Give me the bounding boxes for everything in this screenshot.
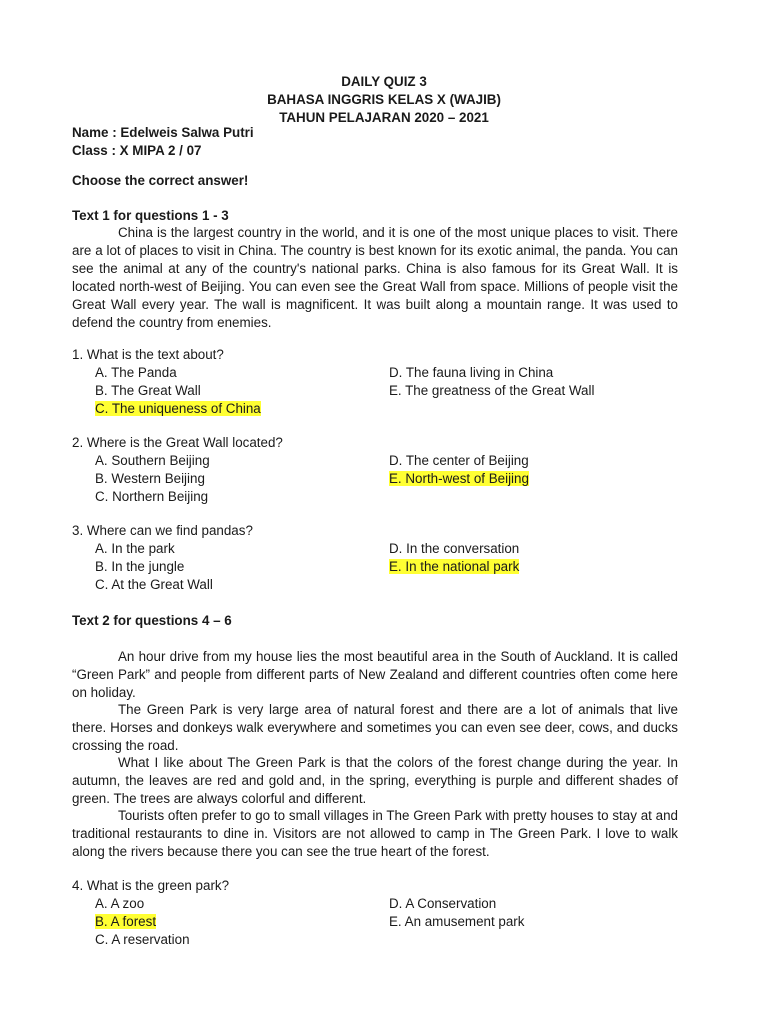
q1-option-a: A. The Panda <box>95 365 177 380</box>
q4-option-d: D. A Conservation <box>389 896 497 911</box>
question-4: 4. What is the green park? <box>72 878 230 893</box>
q3-option-a: A. In the park <box>95 541 175 556</box>
academic-year-title: TAHUN PELAJARAN 2020 – 2021 <box>279 110 489 125</box>
q1-option-d: D. The fauna living in China <box>389 365 554 380</box>
q1-option-c-selected: C. The uniqueness of China <box>95 401 261 416</box>
quiz-title: DAILY QUIZ 3 <box>341 74 427 89</box>
text2-paragraph-4: Tourists often prefer to go to small villages in The Green Park with pretty houses to stay at and traditional restaurants to dine in. Visitors are not allowed to camp in The Green Park. I love to walk along the rivers because there you can see the true heart of the forest. <box>72 808 678 859</box>
student-name: Name : Edelweis Salwa Putri <box>72 125 254 140</box>
text1-paragraph: China is the largest country in the world, and it is one of the most unique places to visit. There are a lot of places to visit in China. The country is best known for its exotic animal, the panda. You can see the animal at any of the country's national parks. China is also famous for its Great Wall. It is located north-west of Beijing. You can even see the Great Wall from space. Millions of people visit the Great Wall every year. The wall is magnificent. It was built along a mountain range. It was used to defend the country from enemies. <box>72 225 678 330</box>
q3-option-e-selected: E. In the national park <box>389 559 520 574</box>
q1-option-b: B. The Great Wall <box>95 383 201 398</box>
text1-heading: Text 1 for questions 1 - 3 <box>72 208 229 223</box>
q2-option-b: B. Western Beijing <box>95 471 205 486</box>
q3-option-b: B. In the jungle <box>95 559 185 574</box>
text2-paragraph-3: What I like about The Green Park is that the colors of the forest change during the year. In autumn, the leaves are red and gold and, in the spring, everything is purple and different shades of green. The trees are always colorful and different. <box>72 755 678 806</box>
question-3: 3. Where can we find pandas? <box>72 523 253 538</box>
q4-option-e: E. An amusement park <box>389 914 525 929</box>
q3-option-c: C. At the Great Wall <box>95 577 213 592</box>
q3-option-d: D. In the conversation <box>389 541 520 556</box>
question-1: 1. What is the text about? <box>72 347 224 362</box>
q2-option-a: A. Southern Beijing <box>95 453 210 468</box>
q1-option-e: E. The greatness of the Great Wall <box>389 383 595 398</box>
subject-title: BAHASA INGGRIS KELAS X (WAJIB) <box>267 92 501 107</box>
text2-paragraph-1: An hour drive from my house lies the most beautiful area in the South of Auckland. It is called “Green Park” and people from different parts of New Zealand and different countries often come here on holiday. <box>72 649 678 700</box>
text2-paragraph-2: The Green Park is very large area of natural forest and there are a lot of animals that live there. Horses and donkeys walk everywhere and sometimes you can even see deer, cows, and ducks crossing the road. <box>72 702 678 753</box>
instruction: Choose the correct answer! <box>72 173 249 188</box>
q2-option-e-selected: E. North-west of Beijing <box>389 471 529 486</box>
text2-heading: Text 2 for questions 4 – 6 <box>72 613 232 628</box>
q2-option-d: D. The center of Beijing <box>389 453 529 468</box>
q4-option-c: C. A reservation <box>95 932 190 947</box>
question-2: 2. Where is the Great Wall located? <box>72 435 283 450</box>
student-class: Class : X MIPA 2 / 07 <box>72 143 202 158</box>
q4-option-b-selected: B. A forest <box>95 914 157 929</box>
q4-option-a: A. A zoo <box>95 896 145 911</box>
q2-option-c: C. Northern Beijing <box>95 489 209 504</box>
